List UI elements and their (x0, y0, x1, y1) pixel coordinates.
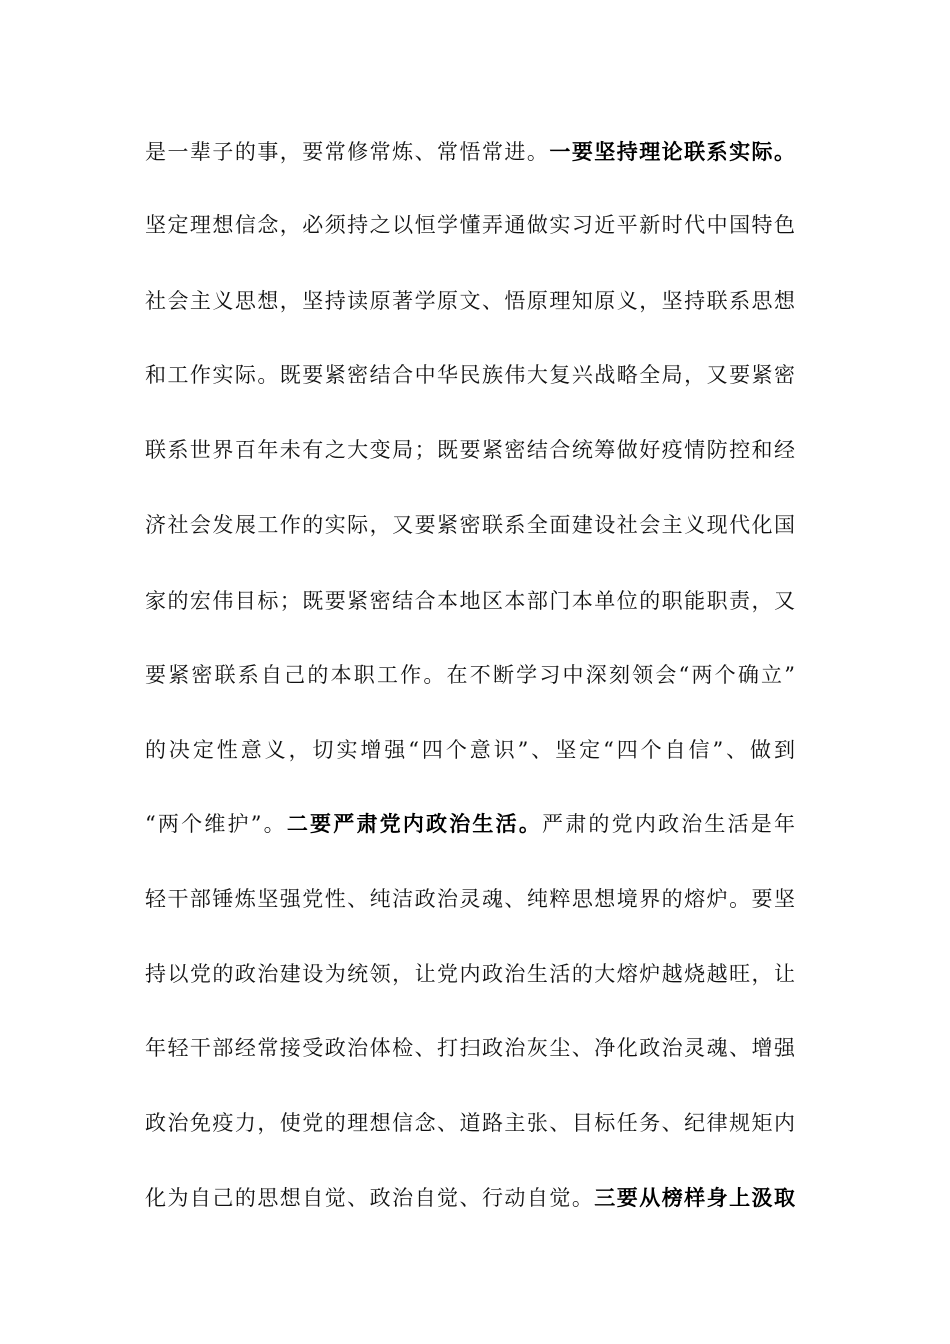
bold-heading-segment: 二要严肃党内政治生活。 (286, 811, 543, 836)
text-line (145, 581, 795, 621)
text-segment: 家的宏伟目标；既要紧密结合本地区本部门本单位的职能职责，又 (145, 589, 795, 613)
text-segment: 和工作实际。既要紧密结合中华民族伟大复兴战略全局，又要紧密 (145, 363, 795, 387)
text-line (145, 355, 795, 395)
text-segment: 持以党的政治建设为统领，让党内政治生活的大熔炉越烧越旺，让 (145, 962, 795, 986)
text-line (145, 954, 795, 994)
text-segment: 年轻干部经常接受政治体检、打扫政治灰尘、净化政治灵魂、增强 (145, 1036, 795, 1060)
text-segment: 严肃的党内政治生活是年 (542, 812, 796, 836)
text-segment: 济社会发展工作的实际，又要紧密联系全面建设社会主义现代化国 (145, 513, 795, 537)
text-segment: 化为自己的思想自觉、政治自觉、行动自觉。 (145, 1186, 595, 1210)
bold-heading-segment: 一要坚持理论联系实际。 (549, 139, 796, 164)
text-line (145, 281, 795, 321)
text-segment: 联系世界百年未有之大变局；既要紧密结合统筹做好疫情防控和经 (145, 438, 795, 462)
text-segment: 是一辈子的事，要常修常炼、常悟常进。 (145, 140, 550, 164)
bold-heading-segment: 三要从榜样身上汲取 (594, 1185, 796, 1210)
text-line (145, 1103, 795, 1143)
text-segment: 政治免疫力，使党的理想信念、道路主张、目标任务、纪律规矩内 (145, 1111, 795, 1135)
text-segment: 要紧密联系自己的本职工作。在不断学习中深刻领会“两个确立” (145, 663, 795, 687)
text-line (145, 879, 795, 919)
text-line (145, 655, 795, 695)
text-line (145, 132, 795, 172)
text-segment: “两个维护”。 (145, 812, 287, 836)
text-segment: 轻干部锤炼坚强党性、纯洁政治灵魂、纯粹思想境界的熔炉。要坚 (145, 887, 795, 911)
text-segment: 社会主义思想，坚持读原著学原文、悟原理知原义，坚持联系思想 (145, 289, 795, 313)
text-segment: 坚定理想信念，必须持之以恒学懂弄通做实习近平新时代中国特色 (145, 213, 795, 237)
text-line (145, 1028, 795, 1068)
text-line (145, 205, 795, 245)
text-line (145, 505, 795, 545)
text-line (145, 430, 795, 470)
text-line (145, 730, 795, 770)
text-line (145, 1178, 795, 1218)
text-line (145, 804, 795, 844)
text-segment: 的决定性意义，切实增强“四个意识”、坚定“四个自信”、做到 (145, 738, 795, 762)
